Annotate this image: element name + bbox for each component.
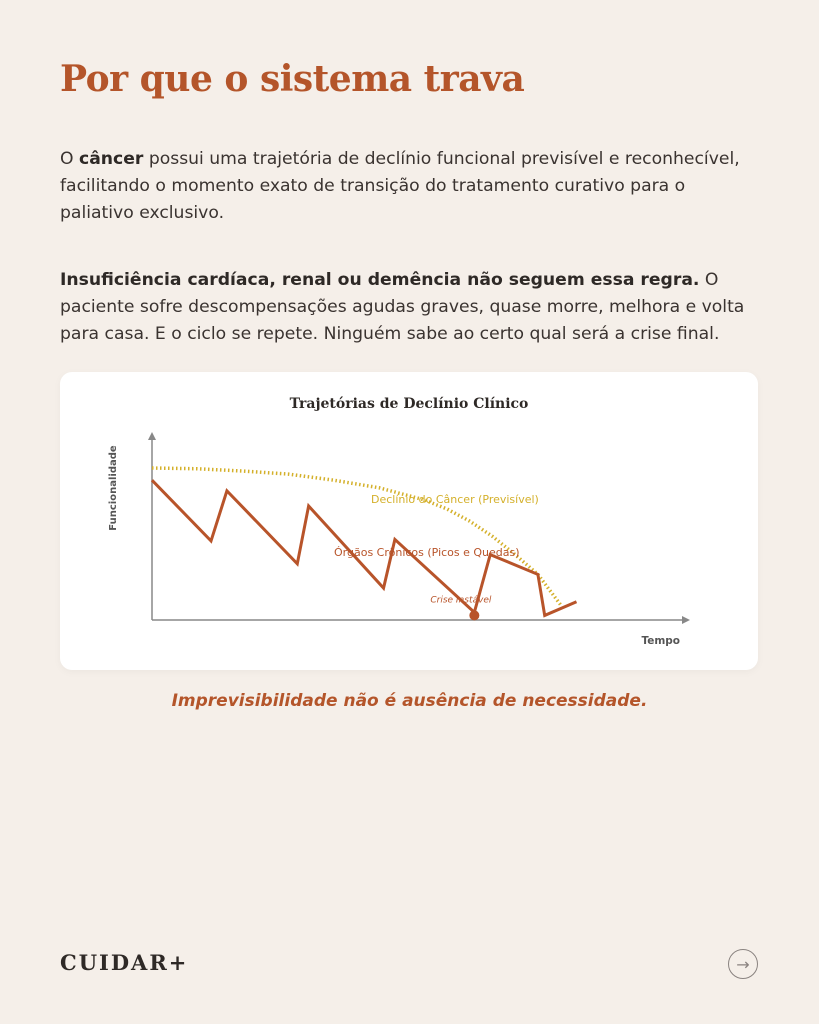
tagline: Imprevisibilidade não é ausência de necessidade. xyxy=(171,691,648,711)
chart-title: Trajetórias de Declínio Clínico xyxy=(289,396,529,412)
annotation-label: Crise Instável xyxy=(430,595,492,606)
page-title: Por que o sistema trava xyxy=(60,58,525,100)
para2-post: O paciente sofre descompensações agudas graves, quase morre, melhora e volta para casa. E o ciclo se repete. Ninguém sabe ao certo qual será a crise final. xyxy=(60,270,745,344)
crisis-marker xyxy=(469,610,479,620)
para1-pre: O xyxy=(60,149,79,169)
y-axis-arrow xyxy=(148,432,156,440)
para2-bold: Insuficiência cardíaca, renal ou demência não seguem essa regra. xyxy=(60,270,700,290)
x-axis-arrow xyxy=(682,616,690,624)
x-axis-label: Tempo xyxy=(641,635,680,647)
trajectory-chart xyxy=(60,372,758,670)
chart-card xyxy=(60,372,758,670)
series-label-1: Declínio do Câncer (Previsível) xyxy=(371,493,539,506)
brand-logo: CUIDAR+ xyxy=(60,950,189,975)
next-button[interactable] xyxy=(728,949,758,979)
series-label-2: Órgãos Crônicos (Picos e Quedas) xyxy=(334,546,520,559)
y-axis-label: Funcionalidade xyxy=(108,445,119,531)
arrow-right-icon: → xyxy=(736,954,750,974)
cancer-paragraph xyxy=(60,146,760,227)
chronic-paragraph xyxy=(60,267,760,348)
para1-bold: câncer xyxy=(79,149,144,169)
para1-post: possui uma trajetória de declínio funcional previsível e reconhecível, facilitando o momento exato de transição do tratamento curativo para o paliativo exclusivo. xyxy=(60,149,740,223)
